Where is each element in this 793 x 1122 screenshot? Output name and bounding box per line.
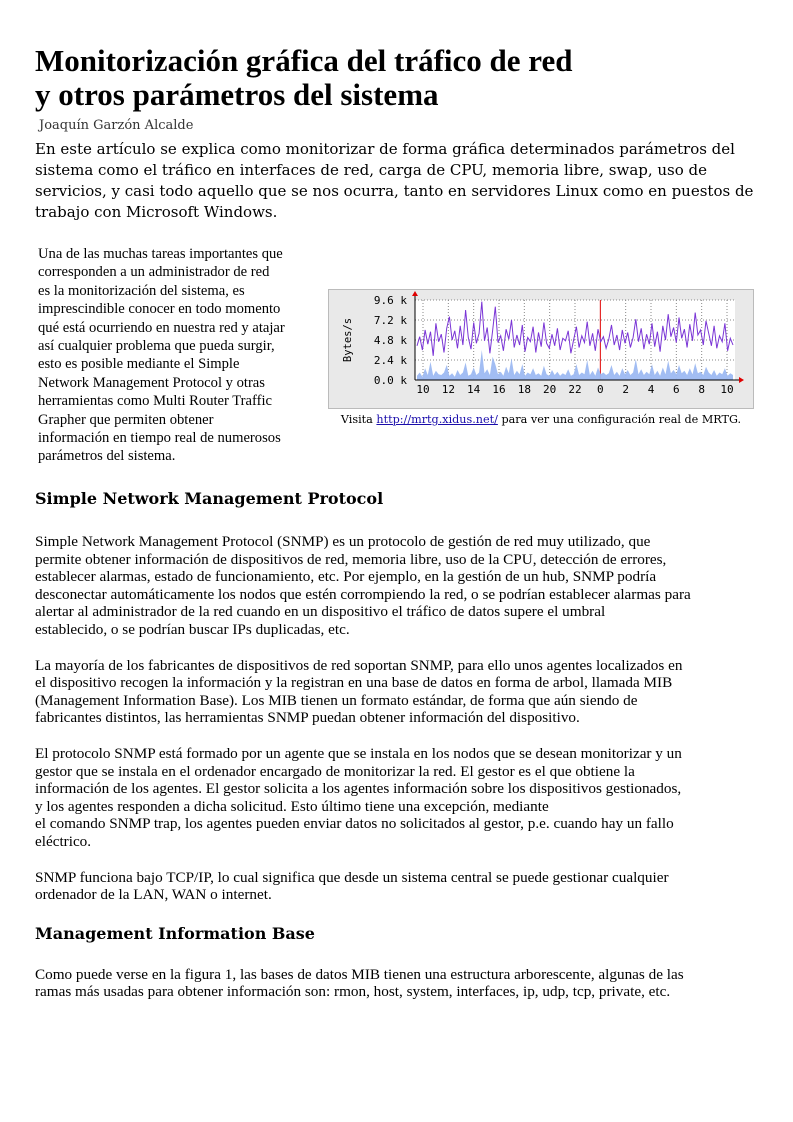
text-line: y los agentes responden a dicha solicitud. Esto último tiene una excepción, mediante (35, 797, 549, 815)
intro-line: Una de las muchas tareas importantes que (38, 246, 283, 262)
paragraph-mib (35, 966, 760, 1001)
text-line: alertar al administrador de la red cuando en un dispositivo el tráfico de datos supere el umbral (35, 603, 606, 621)
intro-line: qué está ocurriendo en nuestra red y atajar (38, 319, 285, 336)
x-tick-label: 14 (467, 383, 481, 396)
figure-caption (328, 413, 754, 426)
y-axis-label: Bytes/s (342, 317, 354, 363)
text-line: (Management Information Base). Los MIB tienen un formato estándar, de forma que aún siendo de (35, 691, 638, 709)
y-tick-label: 7.2 k (373, 314, 407, 327)
author: Joaquín Garzón Alcalde (39, 118, 194, 133)
x-tick-label: 22 (568, 383, 582, 396)
intro-line: imprescindible conocer en todo momento (38, 301, 281, 318)
x-tick-label: 4 (647, 383, 655, 396)
intro-line: corresponden a un administrador de red (38, 264, 270, 281)
x-tick-label: 10 (416, 383, 430, 396)
x-tick-label: 16 (492, 383, 506, 396)
x-tick-label: 2 (622, 383, 629, 396)
x-tick-label: 18 (517, 383, 531, 396)
x-tick-label: 0 (597, 383, 604, 396)
paragraph-snmp-vendors (35, 657, 760, 727)
intro-line: información en tiempo real de numerosos (38, 430, 281, 447)
text-line: ramas más usadas para obtener información son: rmon, host, system, interfaces, ip, udp, tcp, private, etc. (35, 983, 671, 1001)
x-tick-label: 20 (543, 383, 557, 396)
text-line: el comando SNMP trap, los agentes pueden enviar datos no solicitados al gestor, p.e. cuando hay un fallo (35, 815, 674, 833)
text-line: gestor que se instala en el ordenador encargado de monitorizar la red. El gestor es el que obtiene la (35, 762, 635, 780)
y-tick-label: 0.0 k (373, 374, 407, 387)
y-tick-label: 4.8 k (373, 334, 407, 347)
y-tick-label: 9.6 k (373, 294, 407, 307)
intro-line: Grapher que permiten obtener (38, 411, 214, 428)
intro-line: herramientas como Multi Router Traffic (38, 393, 272, 410)
intro-block (35, 245, 760, 477)
section-heading-snmp: Simple Network Management Protocol (35, 489, 384, 508)
text-line: ordenador de la LAN, WAN o internet. (35, 886, 272, 904)
text-line: SNMP funciona bajo TCP/IP, lo cual significa que desde un sistema central se puede gestionar cualquier (35, 868, 669, 886)
paragraph-snmp-intro (35, 533, 760, 639)
x-axis-arrow (739, 377, 744, 383)
intro-line: así cualquier problema que pueda surgir, (38, 338, 275, 355)
intro-line: parámetros del sistema. (38, 448, 176, 465)
section-heading-mib: Management Information Base (35, 923, 315, 943)
text-line: información de los agentes. El gestor solicita a los agentes información sobre los dispositivos gestionados, (35, 780, 682, 798)
mrtg-figure (328, 289, 754, 426)
text-line: desconectar automáticamente los nodos que estén corrompiendo la red, o se podrían establecer alarmas para (35, 585, 691, 603)
paragraph-snmp-tcpip (35, 869, 760, 904)
x-tick-label: 6 (673, 383, 680, 396)
text-line: El protocolo SNMP está formado por un agente que se instala en los nodos que se desean monitorizar y un (35, 744, 682, 762)
caption-suffix: para ver una configuración real de MRTG. (497, 413, 742, 426)
text-line: permite obtener información de dispositivos de red, memoria libre, uso de la CPU, detección de errores, (35, 550, 667, 568)
text-line: establecer alarmas, estado de funcionamiento, etc. Por ejemplo, en la gestión de un hub, SNMP podría (35, 568, 657, 586)
title-line-2: y otros parámetros del sistema (35, 77, 439, 112)
article-title (35, 44, 760, 112)
caption-prefix: Visita (340, 413, 377, 426)
intro-paragraph (38, 245, 326, 466)
intro-line: esto es posible mediante el Simple (38, 356, 240, 373)
text-line: Simple Network Management Protocol (SNMP) es un protocolo de gestión de red muy utilizado, que (35, 533, 651, 550)
title-line-1: Monitorización gráfica del tráfico de red (35, 43, 573, 78)
text-line: establecido, o se podrían buscar IPs duplicadas, etc. (35, 620, 350, 638)
mrtg-graph (328, 289, 754, 409)
text-line: el dispositivo recogen la información y la registran en una base de datos en forma de arbol, llamada MIB (35, 674, 673, 692)
text-line: La mayoría de los fabricantes de dispositivos de red soportan SNMP, para ello unos agentes localizados en (35, 656, 683, 674)
mrtg-link[interactable]: http://mrtg.xidus.net/ (376, 413, 498, 426)
y-axis-arrow (412, 291, 418, 296)
text-line: Como puede verse en la figura 1, las bases de datos MIB tienen una estructura arborescente, algunas de las (35, 965, 684, 983)
x-tick-label: 10 (720, 383, 734, 396)
article (35, 44, 760, 1001)
text-line: fabricantes distintos, las herramientas SNMP puedan obtener información del dispositivo. (35, 709, 580, 727)
paragraph-snmp-agents (35, 745, 760, 851)
lead-paragraph: En este artículo se explica como monitorizar de forma gráfica determinados parámetros del sistema como el tráfico en interfaces de red, carga de CPU, memoria libre, swap, uso de servicios, y casi todo aquello que se nos ocurra, tanto en servidores Linux como en puestos de trabajo con Microsoft Windows. (35, 140, 754, 221)
mrtg-chart-svg (329, 290, 753, 408)
x-tick-label: 8 (698, 383, 705, 396)
text-line: eléctrico. (35, 832, 92, 850)
intro-line: Network Management Protocol y otras (38, 374, 265, 391)
x-tick-label: 12 (441, 383, 455, 396)
intro-line: es la monitorización del sistema, es (38, 282, 245, 299)
y-tick-label: 2.4 k (373, 354, 407, 367)
